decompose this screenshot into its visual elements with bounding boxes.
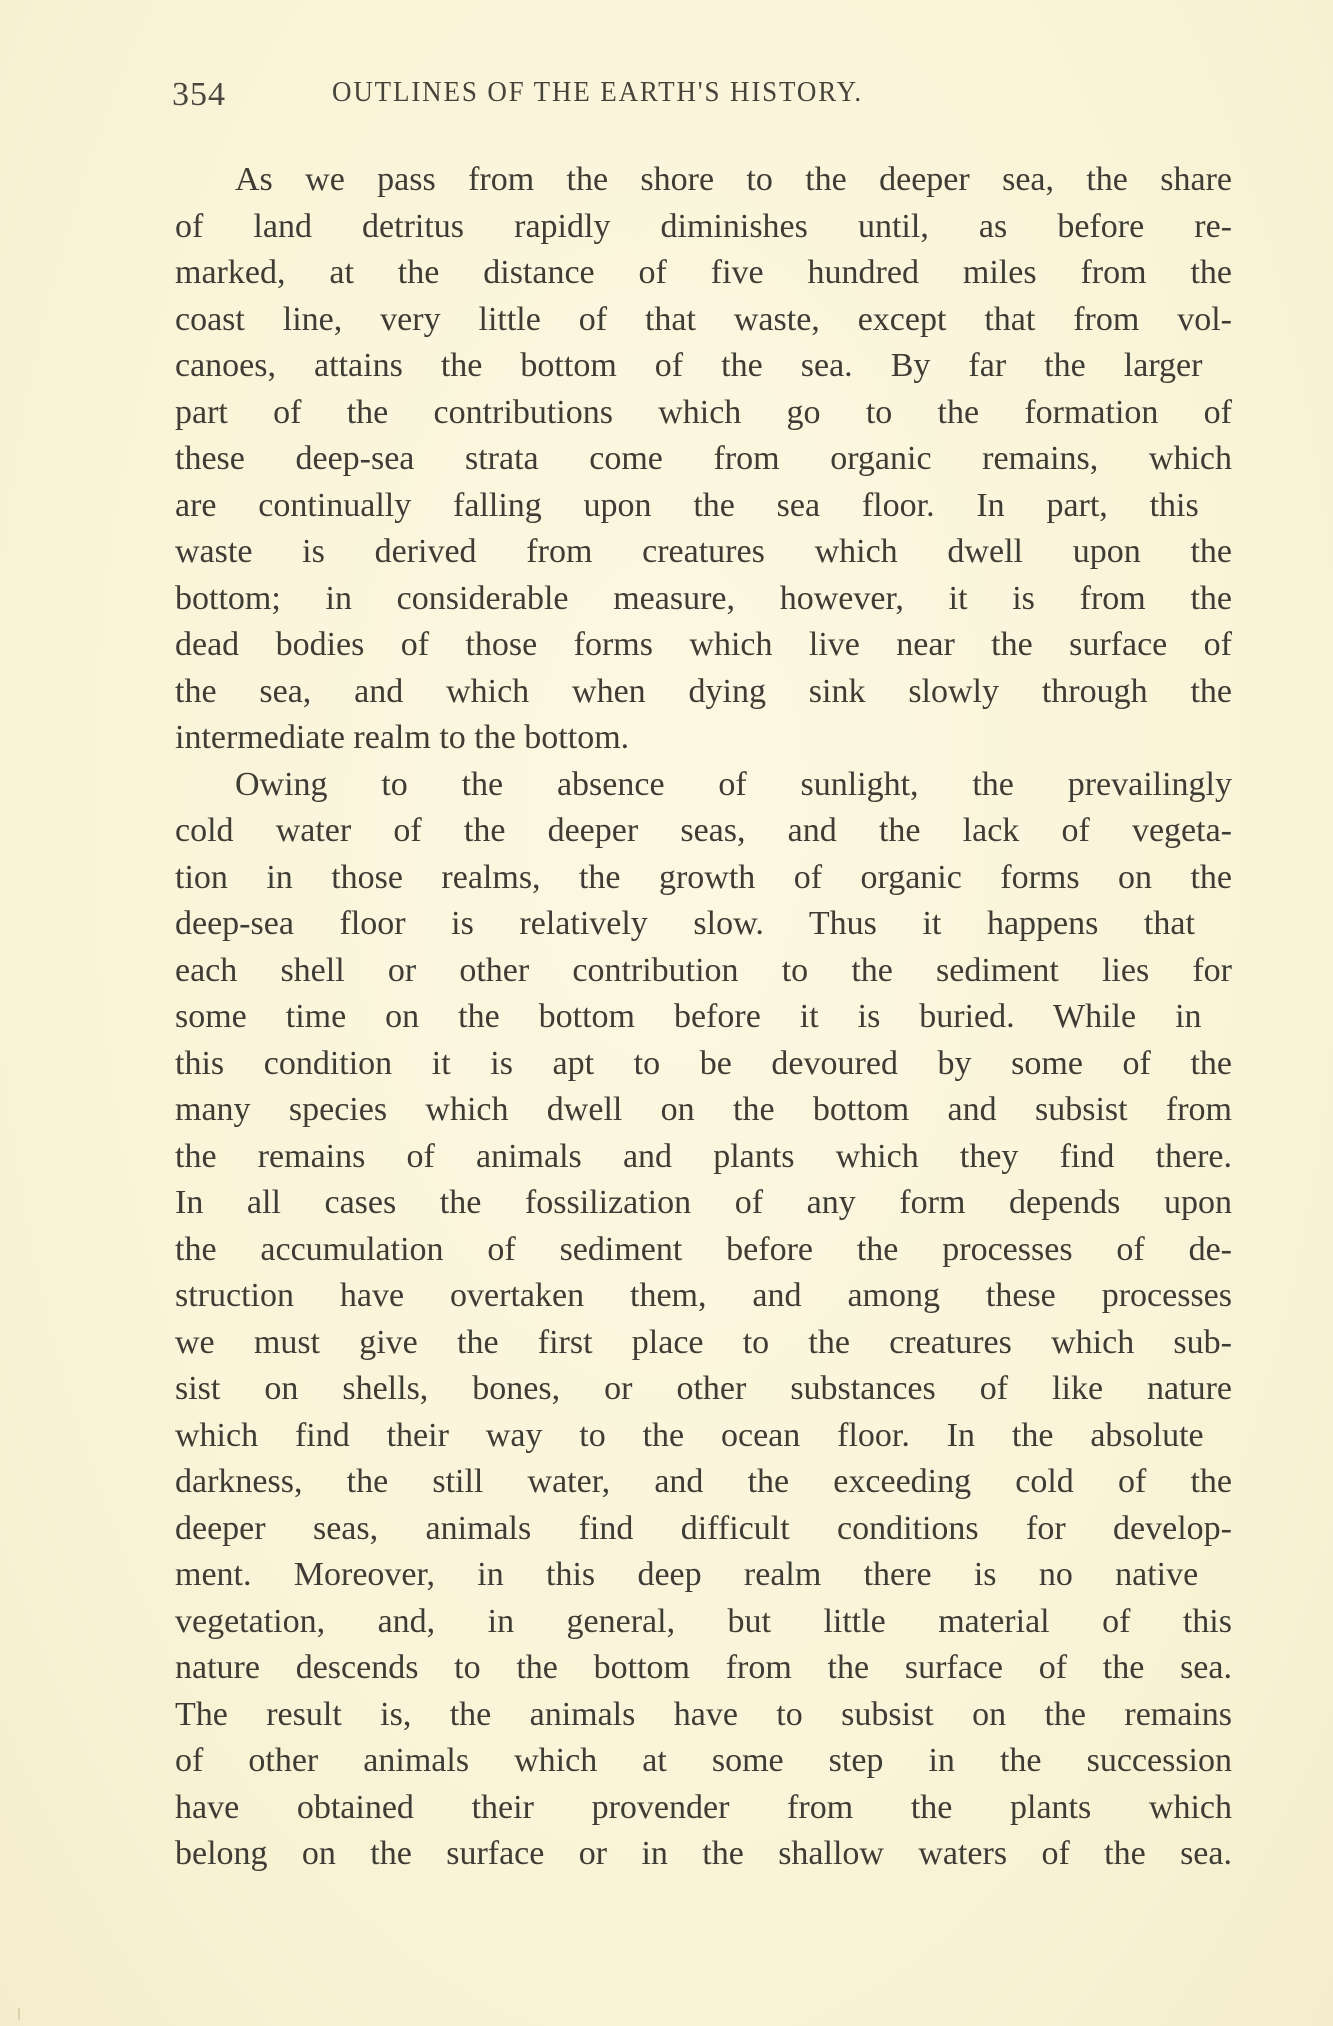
text-line: intermediate realm to the bottom. — [175, 719, 630, 756]
text-line: this condition it is apt to be devoured by some of the — [175, 1044, 1232, 1082]
text-line: sist on shells, bones, or other substances of like nature — [175, 1370, 1232, 1407]
text-line: waste is derived from creatures which dwell upon the — [175, 533, 1232, 570]
text-line: As we pass from the shore to the deeper sea, the share — [235, 161, 1232, 198]
text-line: darkness, the still water, and the exceeding cold of the — [175, 1463, 1232, 1500]
text-line: the accumulation of sediment before the processes of de- — [175, 1230, 1232, 1268]
text-line: each shell or other contribution to the sediment lies for — [175, 951, 1232, 989]
text-line: vegetation, and, in general, but little material of this — [175, 1602, 1232, 1640]
body-text — [175, 157, 1232, 1878]
paragraph-2 — [175, 762, 1232, 1878]
text-line: dead bodies of those forms which live near the surface of — [175, 626, 1232, 663]
text-line: of land detritus rapidly diminishes until, as before re- — [175, 207, 1232, 245]
text-line: ment. Moreover, in this deep realm there is no native — [175, 1556, 1199, 1593]
text-line: of other animals which at some step in the succession — [175, 1742, 1232, 1779]
text-line: cold water of the deeper seas, and the lack of vegeta- — [175, 812, 1232, 849]
text-line: bottom; in considerable measure, however, it is from the — [175, 579, 1232, 617]
text-line: we must give the first place to the creatures which sub- — [175, 1323, 1232, 1361]
text-line: have obtained their provender from the plants which — [175, 1788, 1232, 1826]
text-line: which find their way to the ocean floor. In the absolute — [175, 1416, 1204, 1454]
text-line: deep-sea floor is relatively slow. Thus it happens that — [175, 905, 1195, 942]
text-line: The result is, the animals have to subsist on the remains — [175, 1695, 1232, 1733]
text-line: the remains of animals and plants which they find there. — [175, 1137, 1232, 1175]
running-title: OUTLINES OF THE EARTH'S HISTORY. — [332, 76, 864, 108]
page-header — [172, 72, 1232, 122]
text-line: tion in those realms, the growth of organic forms on the — [175, 858, 1232, 896]
text-line: coast line, very little of that waste, except that from vol- — [175, 300, 1232, 338]
text-line: many species which dwell on the bottom and subsist from — [175, 1091, 1232, 1128]
paragraph-1 — [175, 157, 1232, 762]
text-line: In all cases the fossilization of any form depends upon — [175, 1184, 1232, 1221]
text-line: struction have overtaken them, and among these processes — [175, 1277, 1232, 1314]
text-line: are continually falling upon the sea floor. In part, this — [175, 486, 1199, 524]
text-line: deeper seas, animals find difficult conditions for develop- — [175, 1509, 1232, 1547]
page-number: 354 — [172, 76, 226, 113]
text-line: marked, at the distance of five hundred miles from the — [175, 254, 1232, 291]
text-line: some time on the bottom before it is buried. While in — [175, 998, 1202, 1035]
text-line: Owing to the absence of sunlight, the prevailingly — [235, 765, 1232, 803]
text-line: these deep-sea strata come from organic remains, which — [175, 440, 1232, 477]
paper-speck — [18, 2008, 20, 2020]
text-line: belong on the surface or in the shallow waters of the sea. — [175, 1835, 1232, 1872]
text-line: nature descends to the bottom from the surface of the sea. — [175, 1649, 1232, 1686]
text-line: part of the contributions which go to the formation of — [175, 393, 1232, 431]
text-line: canoes, attains the bottom of the sea. By far the larger — [175, 347, 1203, 384]
text-line: the sea, and which when dying sink slowly through the — [175, 672, 1232, 710]
